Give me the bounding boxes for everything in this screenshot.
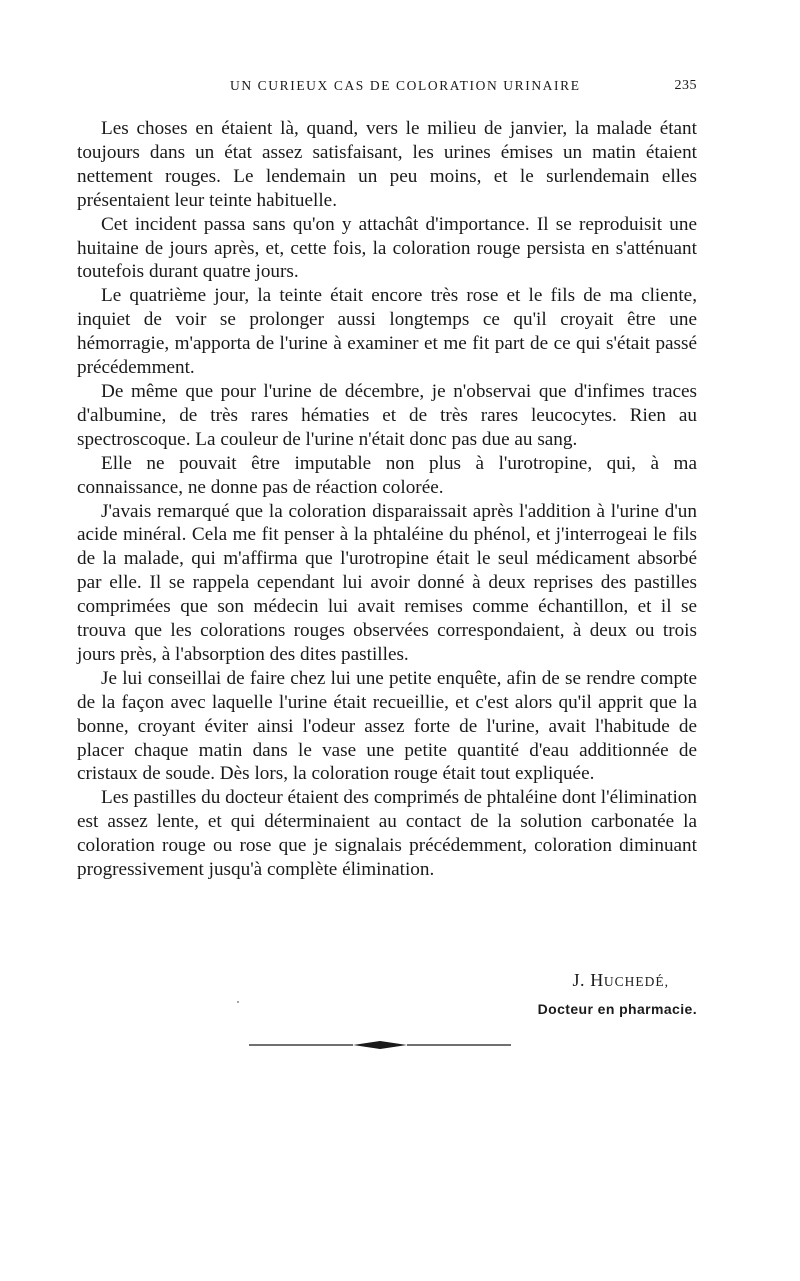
- paragraph-3: Le quatrième jour, la teinte était encore très rose et le fils de ma cliente, inquiet de voir se prolonger aussi longtemps ce qu'il croyait être une hémorragie, m'apporta de l'urine à examiner et me fit part de ce qui s'était passé précédemment.: [77, 285, 697, 379]
- author-surname-cap: H: [590, 970, 604, 990]
- article-body: [77, 117, 697, 882]
- paragraph-7: Je lui conseillai de faire chez lui une petite enquête, afin de se rendre compte de la façon avec laquelle l'urine était recueillie, et c'est alors qu'il apprit que la bonne, croyant éviter ainsi l'odeur assez forte de l'urine, avait l'habitude de placer chaque matin dans le vase une petite quantité d'eau additionnée de cristaux de soude. Dès lors, la coloration rouge était tout expliquée.: [77, 667, 697, 785]
- signature-block: [400, 969, 697, 1018]
- paragraph-4: De même que pour l'urine de décembre, je n'observai que d'infimes traces d'albumine, de très rares hématies et de très rares leucocytes. Rien au spectroscoque. La couleur de l'urine n'était donc pas due au sang.: [77, 380, 697, 450]
- author-initial: J.: [572, 970, 591, 990]
- running-title: UN CURIEUX CAS DE COLORATION URINAIRE: [230, 78, 581, 93]
- diamond-rule-ornament-icon: [249, 1037, 511, 1053]
- author-title: Docteur en pharmacie.: [537, 1001, 697, 1017]
- author-surname-rest: UCHEDÉ,: [603, 974, 669, 989]
- paragraph-1: Les choses en étaient là, quand, vers le milieu de janvier, la malade étant toujours dans un état assez satisfaisant, les urines émises un matin étaient nettement rouges. Le lendemain un peu moins, et le surlendemain elles présentaient leur teinte habituelle.: [77, 118, 697, 211]
- paragraph-8: Les pastilles du docteur étaient des comprimés de phtaléine dont l'élimination est assez lente, et qui déterminaient au contact de la solution carbonatée la coloration rouge ou rose que je signalais précédemment, coloration diminuant progressivement jusqu'à complète élimination.: [77, 787, 697, 881]
- paragraph-2: Cet incident passa sans qu'on y attachât d'importance. Il se reproduisit une huitaine de jours après, et, cette fois, la coloration rouge persista en s'atténuant toutefois durant quatre jours.: [77, 213, 697, 283]
- author-name: [400, 969, 697, 993]
- paragraph-6: J'avais remarqué que la coloration disparaissait après l'addition à l'urine d'un acide minéral. Cela me fit penser à la phtaléine du phénol, et j'interrogeai le fils de la malade, qui m'affirma que l'urotropine était le seul médicament absorbé par elle. Il se rappela cependant lui avoir donné à deux reprises des pastilles comprimées que son médecin lui avait remises comme échantillon, et il se trouva que les colorations rouges observées correspondaient, à deux ou trois jours près, à l'absorption des dites pastilles.: [77, 500, 697, 665]
- running-head: [77, 78, 697, 98]
- paragraph-5: Elle ne pouvait être imputable non plus à l'urotropine, qui, à ma connaissance, ne donne pas de réaction colorée.: [77, 452, 697, 498]
- print-speck: [237, 1001, 239, 1003]
- page-number: 235: [674, 78, 697, 93]
